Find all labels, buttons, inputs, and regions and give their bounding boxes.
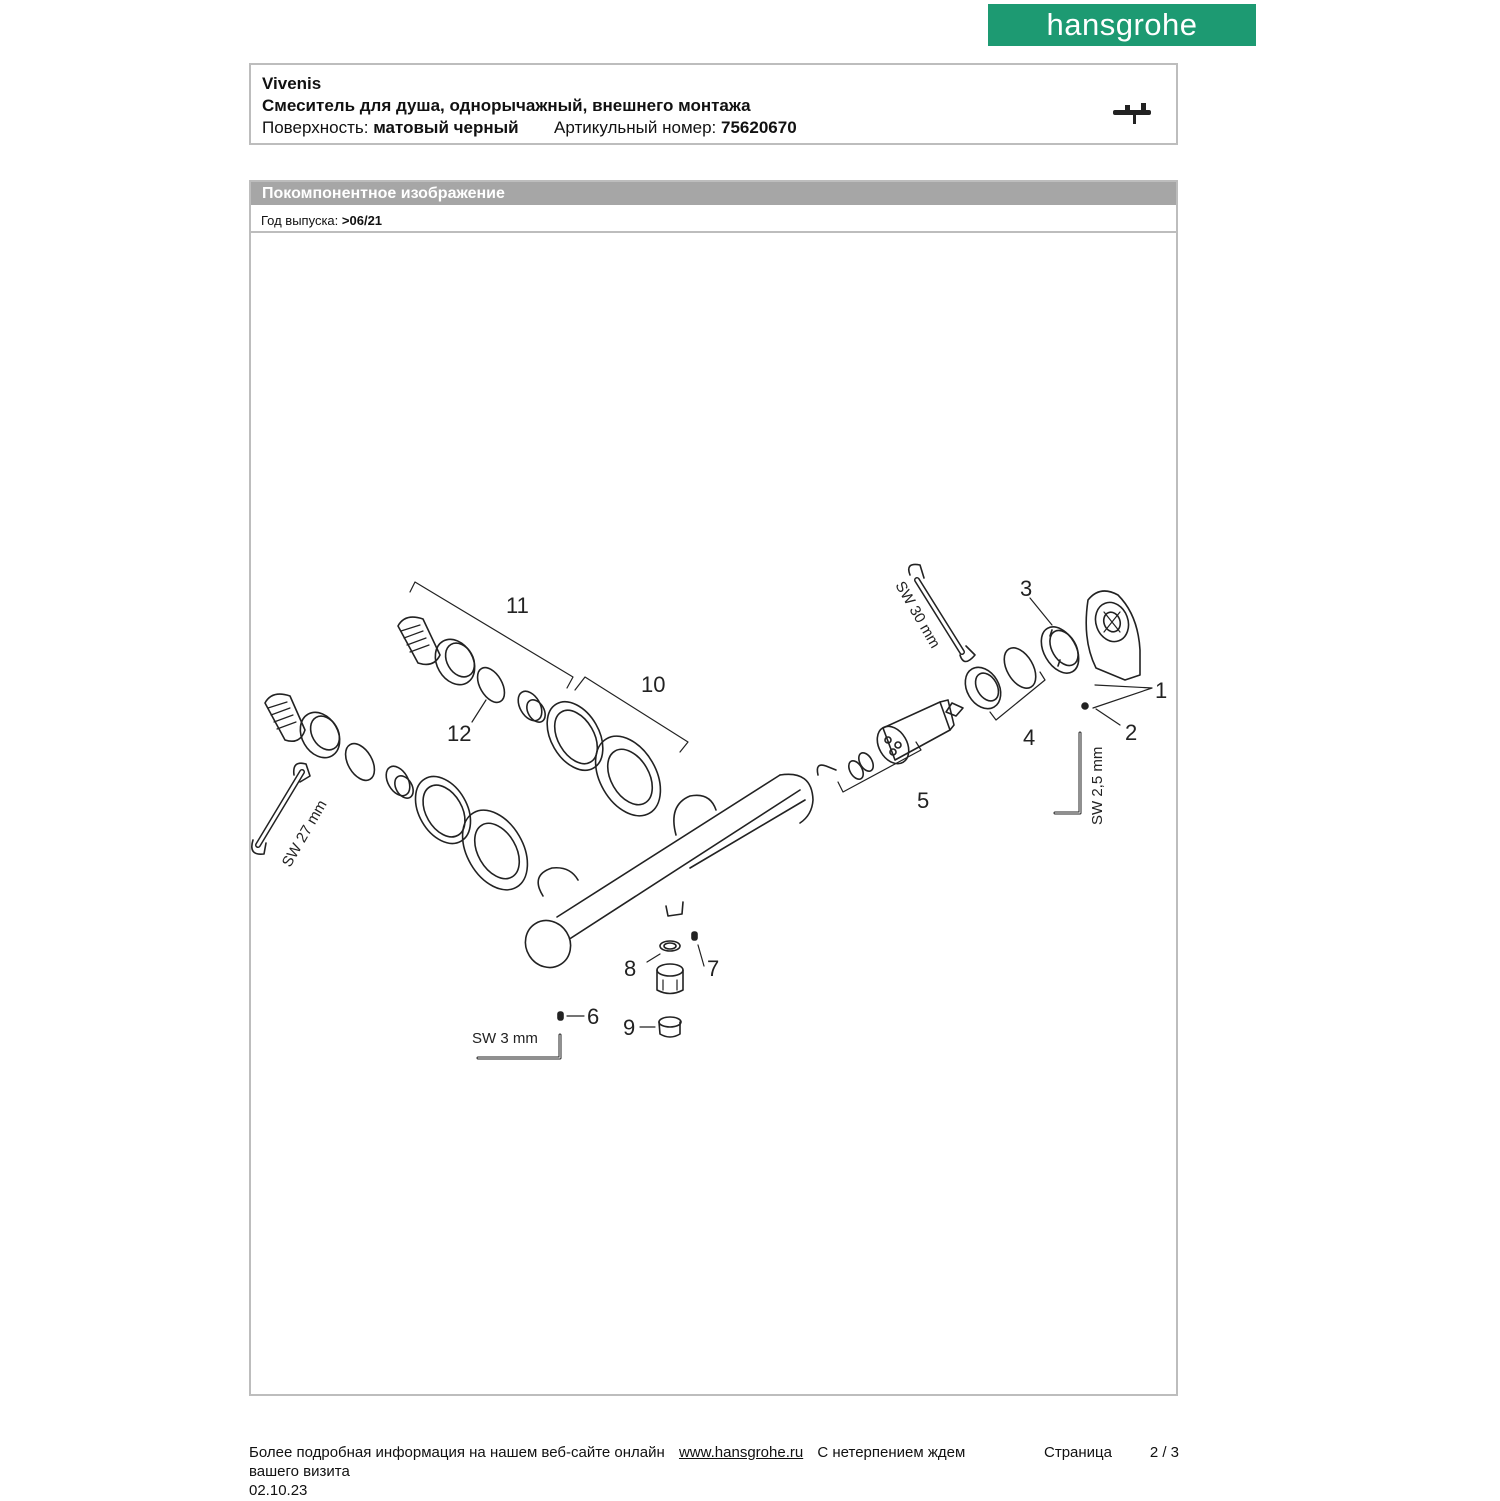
label-sw3: SW 3 mm [472,1030,538,1047]
callout-9: 9 [623,1015,636,1040]
left-inlet-upper [398,617,674,827]
footer-website-link[interactable]: www.hansgrohe.ru [678,1444,804,1461]
footer-closing-a: С нетерпением ждем [817,1444,966,1461]
hansgrohe-logo: hansgrohe [988,4,1256,46]
callout-1: 1 [1155,678,1168,703]
surface-value: матовый черный [373,118,519,137]
footer-closing-b: вашего визита [249,1463,350,1480]
page-number: 2 / 3 [1149,1444,1179,1461]
callout-10: 10 [641,672,666,697]
callout-6: 6 [587,1004,600,1029]
product-name: Vivenis [262,74,322,93]
year-label: Год выпуска: [261,213,339,228]
article-value: 75620670 [721,118,797,137]
cartridge-group [817,620,1086,781]
surface-label: Поверхность: [262,118,369,137]
left-inlet-lower [265,694,541,901]
footer-info-text: Более подробная информация на нашем веб-сайте онлайн [249,1444,665,1461]
page-label: Страница [1044,1444,1112,1461]
label-sw30: SW 30 mm [891,578,944,652]
section-title: Покомпонентное изображение [251,182,1176,205]
label-sw27: SW 27 mm [278,797,331,870]
callout-4: 4 [1023,725,1036,750]
article-label: Артикульный номер: [554,118,717,137]
product-description: Смеситель для душа, однорычажный, внешнего монтажа [262,96,751,115]
footer-date: 02.10.23 [249,1482,308,1499]
callout-7: 7 [707,956,720,981]
year-value: >06/21 [341,213,383,228]
callout-2: 2 [1125,720,1138,745]
hexkey-sw25-icon [1055,733,1080,813]
callout-lines [410,582,1152,1027]
page-footer [249,1444,1179,1501]
callout-5: 5 [917,788,930,813]
callout-12: 12 [447,721,472,746]
callout-3: 3 [1020,576,1033,601]
callout-11: 11 [506,593,529,618]
callout-8: 8 [624,956,637,981]
handle [1082,591,1140,709]
label-sw25: SW 2,5 mm [1089,746,1106,825]
